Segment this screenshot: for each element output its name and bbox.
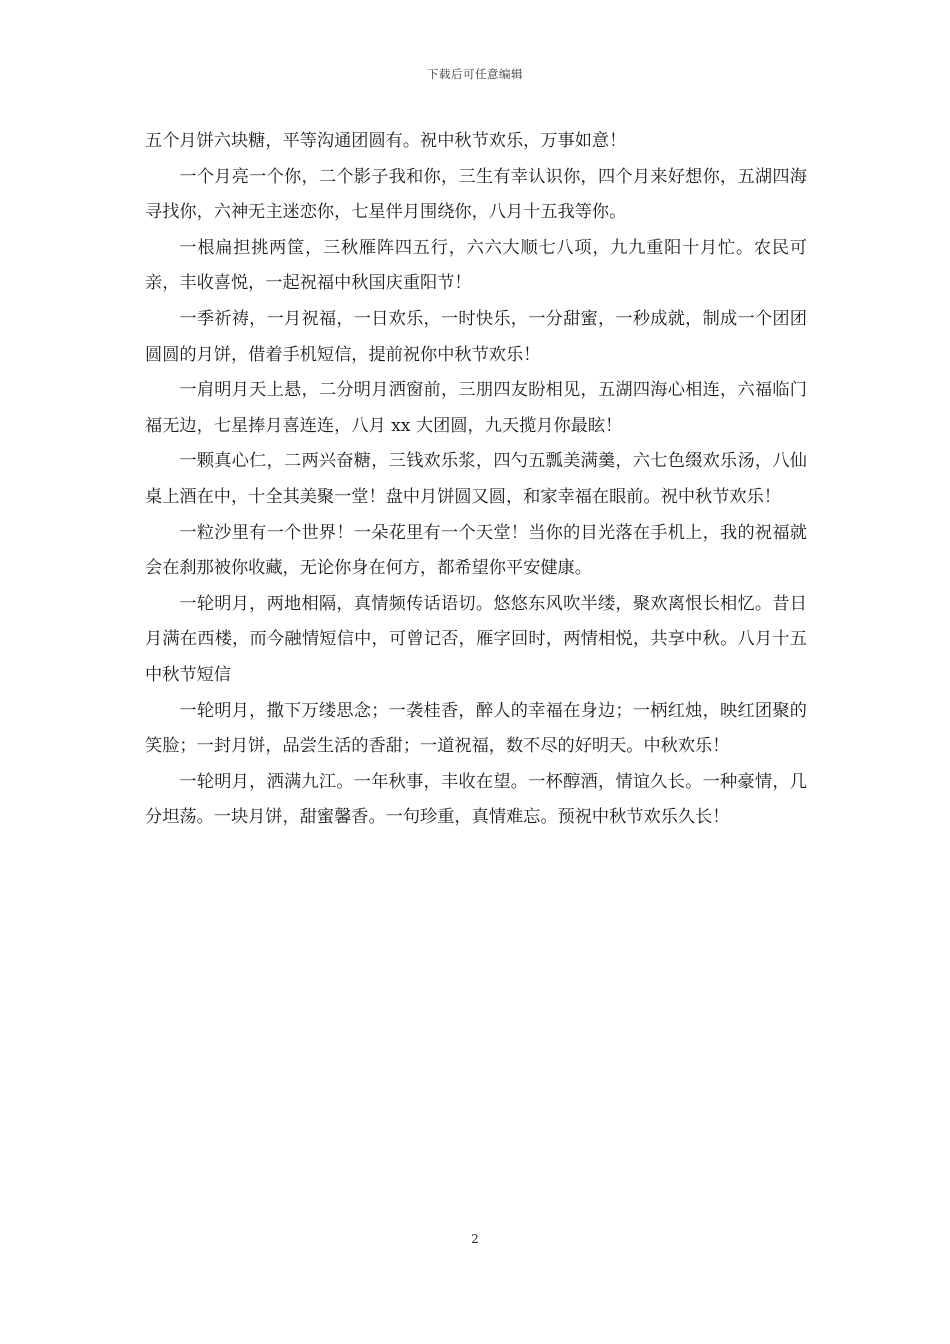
paragraph-4: 一季祈祷，一月祝福，一日欢乐，一时快乐，一分甜蜜，一秒成就，制成一个团团圆圆的月饼，借着手机短信，提前祝你中秋节欢乐！: [145, 308, 807, 365]
paragraph-1: 五个月饼六块糖，平等沟通团圆有。祝中秋节欢乐，万事如意！: [145, 131, 627, 151]
paragraph-3: 一根扁担挑两筐，三秋雁阵四五行，六六大顺七八项，九九重阳十月忙。农民可亲，丰收喜悦，一起祝福中秋国庆重阳节！: [145, 237, 807, 294]
paragraph-9: 一轮明月，撒下万缕思念；一袭桂香，醉人的幸福在身边；一柄红烛，映红团聚的笑脸；一封月饼，品尝生活的香甜；一道祝福，数不尽的好明天。中秋欢乐！: [145, 700, 807, 757]
page-header: 下载后可任意编辑: [427, 67, 523, 81]
paragraph-7: 一粒沙里有一个世界！一朵花里有一个天堂！当你的目光落在手机上，我的祝福就会在刹那被你收藏，无论你身在何方，都希望你平安健康。: [145, 522, 807, 579]
page-number: 2: [471, 1232, 479, 1246]
paragraph-2: 一个月亮一个你，二个影子我和你，三生有幸认识你，四个月来好想你，五湖四海寻找你，六神无主迷恋你，七星伴月围绕你，八月十五我等你。: [145, 166, 807, 223]
paragraph-8: 一轮明月，两地相隔，真情频传话语切。悠悠东风吹半缕，聚欢离恨长相忆。昔日月满在西楼，而今融情短信中，可曾记否，雁字回时，两情相悦，共享中秋。八月十五中秋节短信: [145, 593, 807, 685]
document-body: [145, 124, 807, 836]
paragraph-6: 一颗真心仁，二两兴奋糖，三钱欢乐浆，四勺五瓢美满羹，六七色缀欢乐汤，八仙桌上酒在中，十全其美聚一堂！盘中月饼圆又圆，和家幸福在眼前。祝中秋节欢乐！: [145, 451, 807, 507]
paragraph-5: 一肩明月天上悬，二分明月洒窗前，三朋四友盼相见，五湖四海心相连，六福临门福无边，七星捧月喜连连，八月 xx 大团圆，九天揽月你最眩！: [145, 380, 807, 436]
paragraph-10: 一轮明月，洒满九江。一年秋事，丰收在望。一杯醇酒，情谊久长。一种豪情，几分坦荡。一块月饼，甜蜜馨香。一句珍重，真情难忘。预祝中秋节欢乐久长！: [145, 771, 807, 828]
